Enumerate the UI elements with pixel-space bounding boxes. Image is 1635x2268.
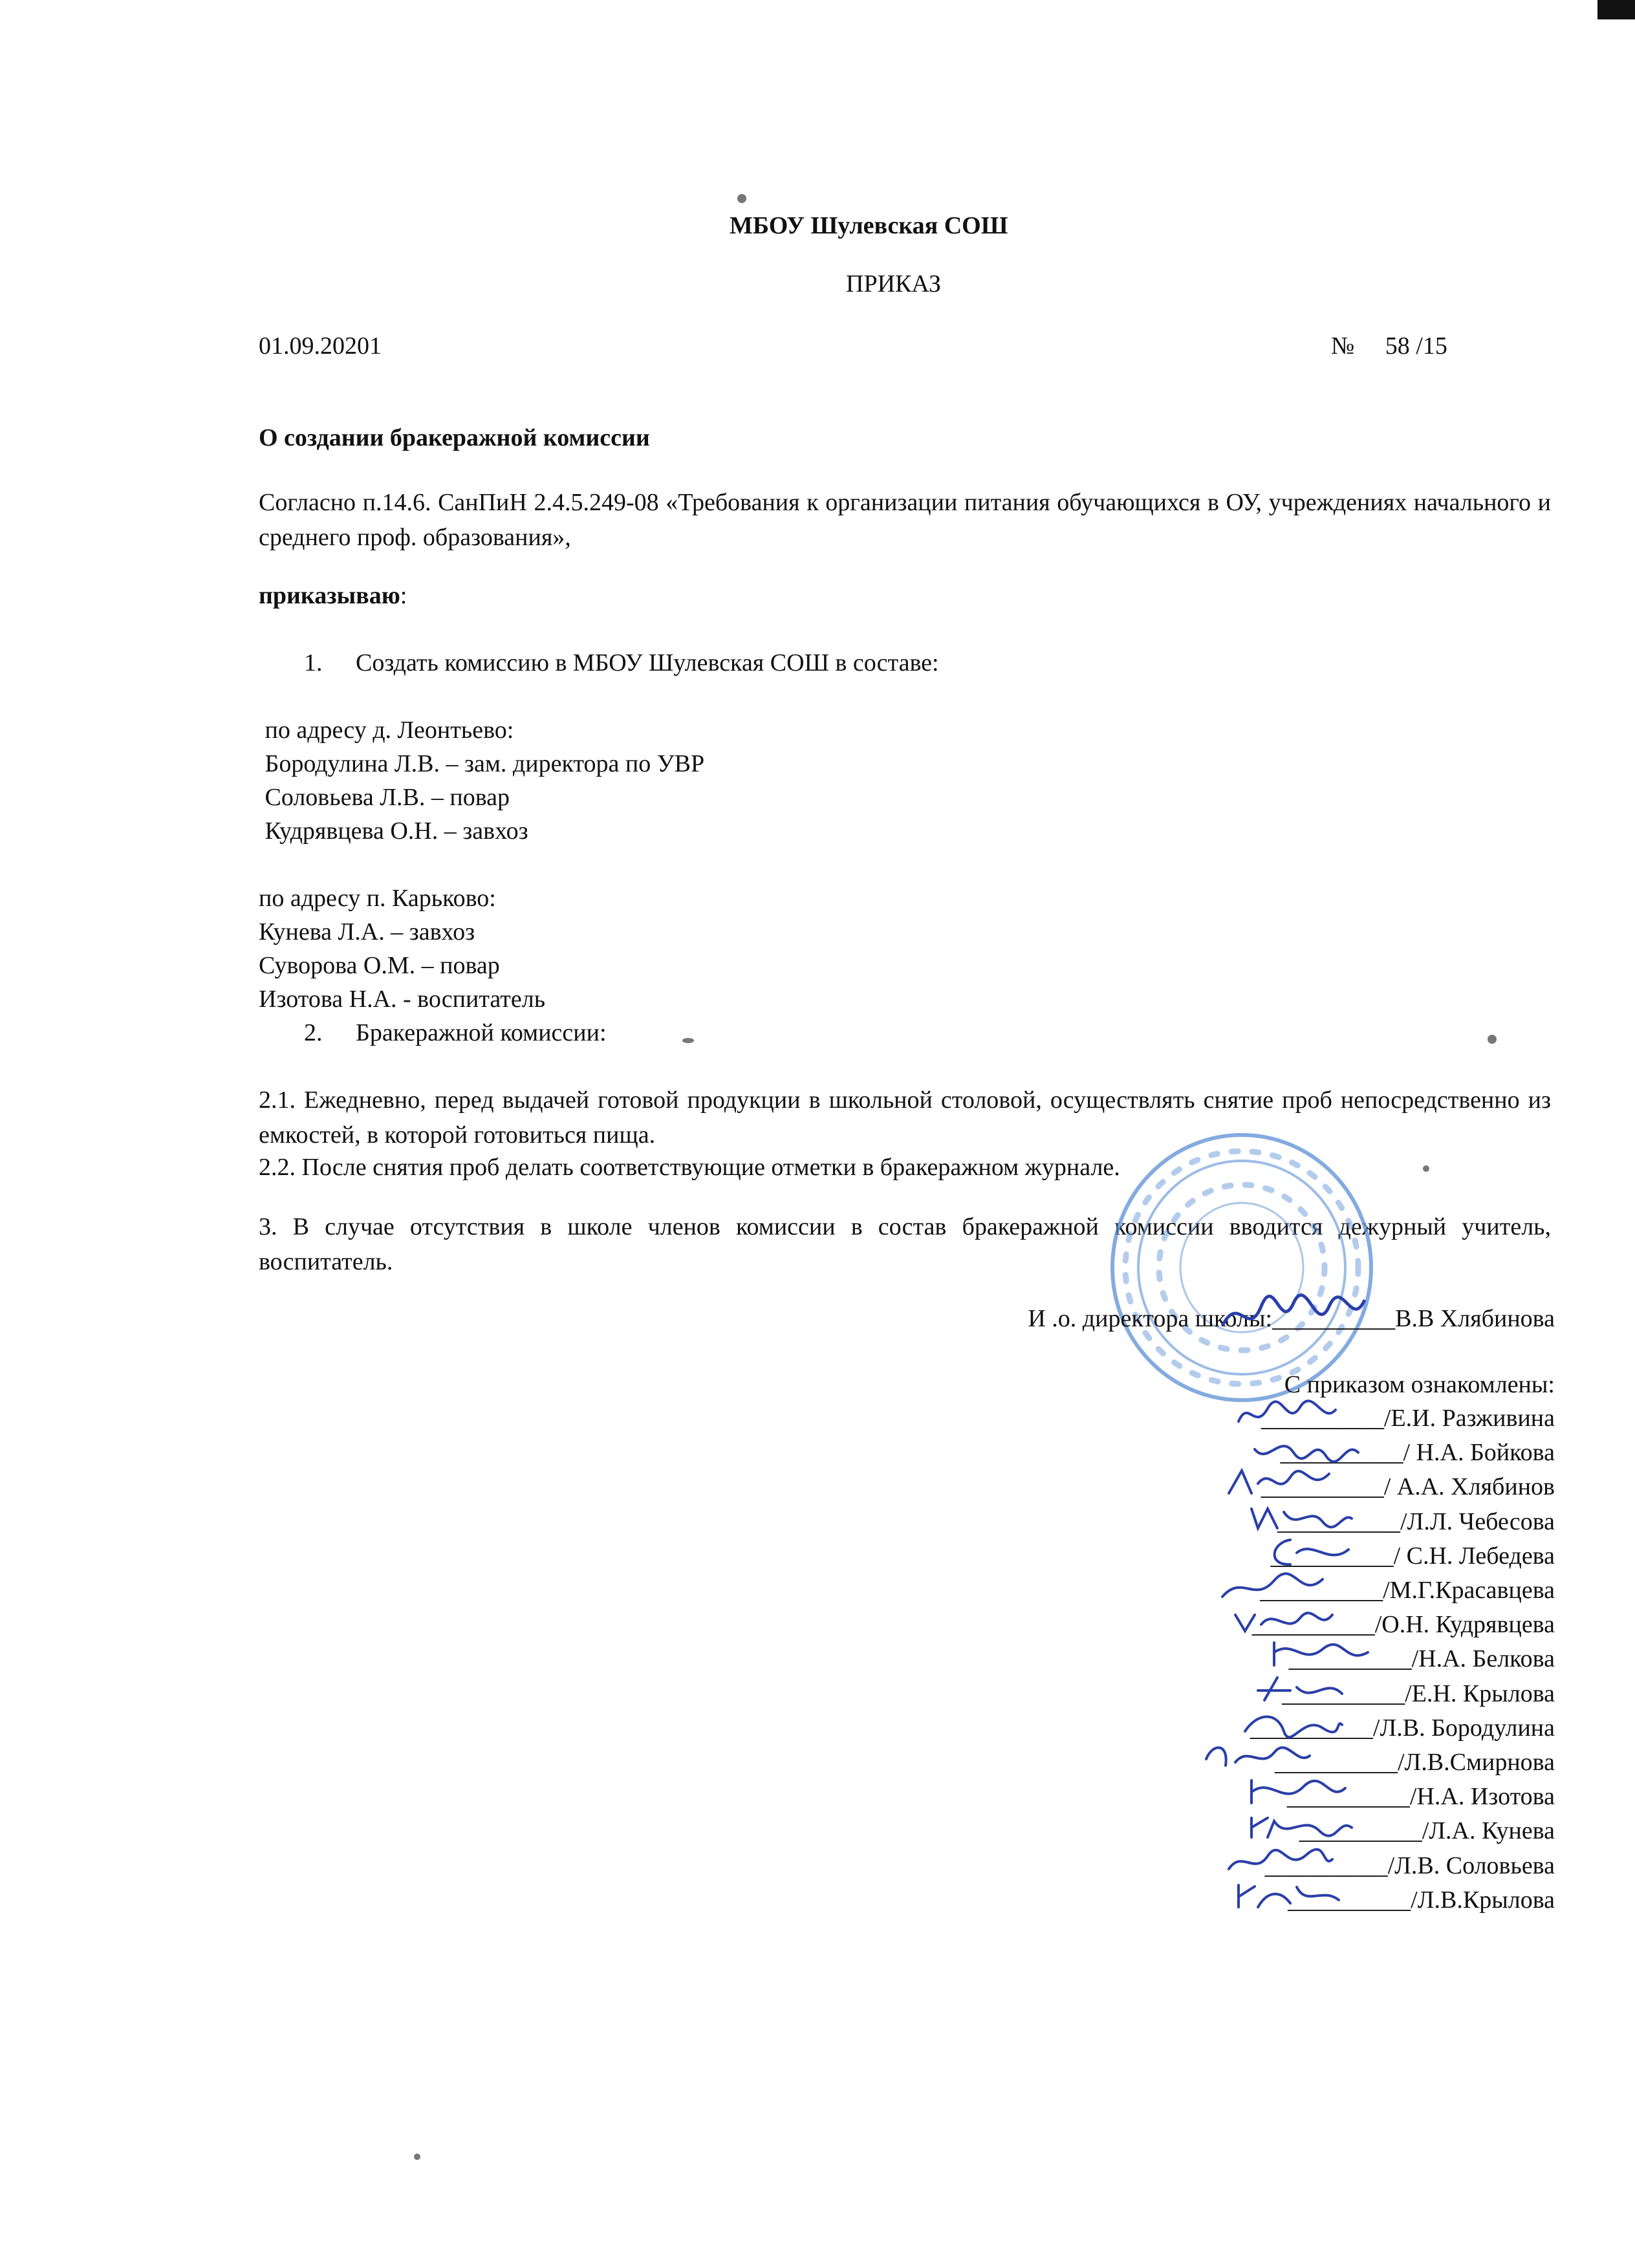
- handwritten-signature: [1216, 1568, 1332, 1606]
- order-word: [259, 578, 407, 613]
- handwritten-signature: [1226, 1464, 1342, 1503]
- handwritten-signature: [1200, 1740, 1316, 1778]
- handwritten-signature: [1229, 1602, 1345, 1641]
- item-1-number: 1.: [304, 649, 323, 676]
- handwritten-signature: [1248, 1430, 1365, 1469]
- order-word-colon: :: [400, 582, 407, 609]
- group-1-member: Бородулина Л.В. – зам. директора по УВР: [259, 750, 705, 777]
- order-title: О создании бракеражной комиссии: [259, 424, 650, 451]
- scan-speck: [737, 194, 746, 203]
- handwritten-signature: [1239, 1774, 1355, 1813]
- acquainted-row: __________/Л.В.Смирнова: [1274, 1749, 1555, 1776]
- scan-speck: [1488, 1035, 1497, 1044]
- acquainted-row: __________/ С.Н. Лебедева: [1270, 1542, 1555, 1570]
- scan-speck: [414, 2154, 420, 2160]
- scan-edge-mark: [1597, 0, 1635, 19]
- order-date: 01.09.20201: [259, 332, 382, 360]
- group-2-member: Суворова О.М. – повар: [259, 952, 500, 979]
- item-1-text: Создать комиссию в МБОУ Шулевская СОШ в составе:: [356, 649, 939, 676]
- acquainted-row: __________/М.Г.Красавцева: [1260, 1577, 1555, 1604]
- clause-3: 3. В случае отсутствия в школе членов комиссии в состав бракеражной комиссии вводится дежурный учитель, воспитатель.: [259, 1213, 1551, 1275]
- acquainted-row: __________/Н.А. Белкова: [1288, 1645, 1555, 1673]
- organization-heading: МБОУ Шулевская СОШ: [730, 212, 1008, 239]
- director-signature: [1219, 1287, 1368, 1345]
- handwritten-signature: [1232, 1396, 1348, 1434]
- group-1-member: Соловьева Л.В. – повар: [259, 784, 510, 811]
- acquainted-row: __________/Л.В. Бородулина: [1250, 1714, 1555, 1742]
- doc-type-heading: ПРИКАЗ: [846, 270, 941, 297]
- acquainted-row: __________/Е.И. Разживина: [1261, 1405, 1555, 1432]
- acquainted-row: __________/Е.Н. Крылова: [1282, 1679, 1555, 1707]
- acquainted-row: __________/ Н.А. Бойкова: [1280, 1439, 1555, 1467]
- handwritten-signature: [1264, 1636, 1381, 1675]
- acquainted-row: __________/Л.В.Крылова: [1288, 1886, 1555, 1914]
- handwritten-signature: [1251, 1533, 1368, 1572]
- item-2-text: Бракеражной комиссии:: [356, 1019, 607, 1046]
- order-number: № 58 /15: [1331, 332, 1447, 360]
- acquainted-row: __________/Л.Л. Чебесова: [1277, 1507, 1555, 1535]
- group-1-address: по адресу д. Леонтьево:: [259, 717, 514, 744]
- acquainted-row: __________/Н.А. Изотова: [1286, 1783, 1555, 1811]
- stamp-seal: [1106, 1129, 1378, 1407]
- director-signature-line: И .о. директора школы:__________В.В Хлябинова: [1028, 1305, 1555, 1332]
- preamble-paragraph: Согласно п.14.6. СанПиН 2.4.5.249-08 «Требования к организации питания обучающихся в ОУ, учреждениях начального и среднего проф. образования»,: [259, 489, 1551, 551]
- item-2-number: 2.: [304, 1019, 323, 1046]
- acquainted-row: __________/Л.А. Кунева: [1299, 1817, 1555, 1845]
- acquainted-row: __________/ А.А. Хлябинов: [1261, 1473, 1555, 1501]
- handwritten-signature: [1245, 1499, 1361, 1538]
- clause-2-1: 2.1. Ежедневно, перед выдачей готовой продукции в школьной столовой, осуществлять снятие проб непосредственно из емкостей, в которой готовиться пища.: [259, 1086, 1551, 1149]
- handwritten-signature: [1222, 1843, 1339, 1882]
- handwritten-signature: [1242, 1808, 1358, 1847]
- order-word-text: приказываю: [259, 582, 400, 609]
- group-1-member: Кудрявцева О.Н. – завхоз: [259, 817, 528, 845]
- group-2-member: Изотова Н.А. - воспитатель: [259, 986, 546, 1013]
- handwritten-signature: [1251, 1671, 1368, 1710]
- scan-speck: [682, 1038, 694, 1043]
- scan-speck: [1423, 1165, 1429, 1172]
- handwritten-signature: [1232, 1705, 1348, 1744]
- acquainted-row: __________/Л.В. Соловьева: [1264, 1852, 1555, 1879]
- handwritten-signature: [1229, 1877, 1345, 1916]
- group-2-address: по адресу п. Карьково:: [259, 885, 496, 912]
- acquainted-heading: С приказом ознакомлены:: [1284, 1371, 1555, 1398]
- clause-2-2: 2.2. После снятия проб делать соответствующие отметки в бракеражном журнале.: [259, 1154, 1120, 1181]
- acquainted-row: __________/О.Н. Кудрявцева: [1251, 1611, 1555, 1639]
- group-2-member: Кунева Л.А. – завхоз: [259, 918, 475, 945]
